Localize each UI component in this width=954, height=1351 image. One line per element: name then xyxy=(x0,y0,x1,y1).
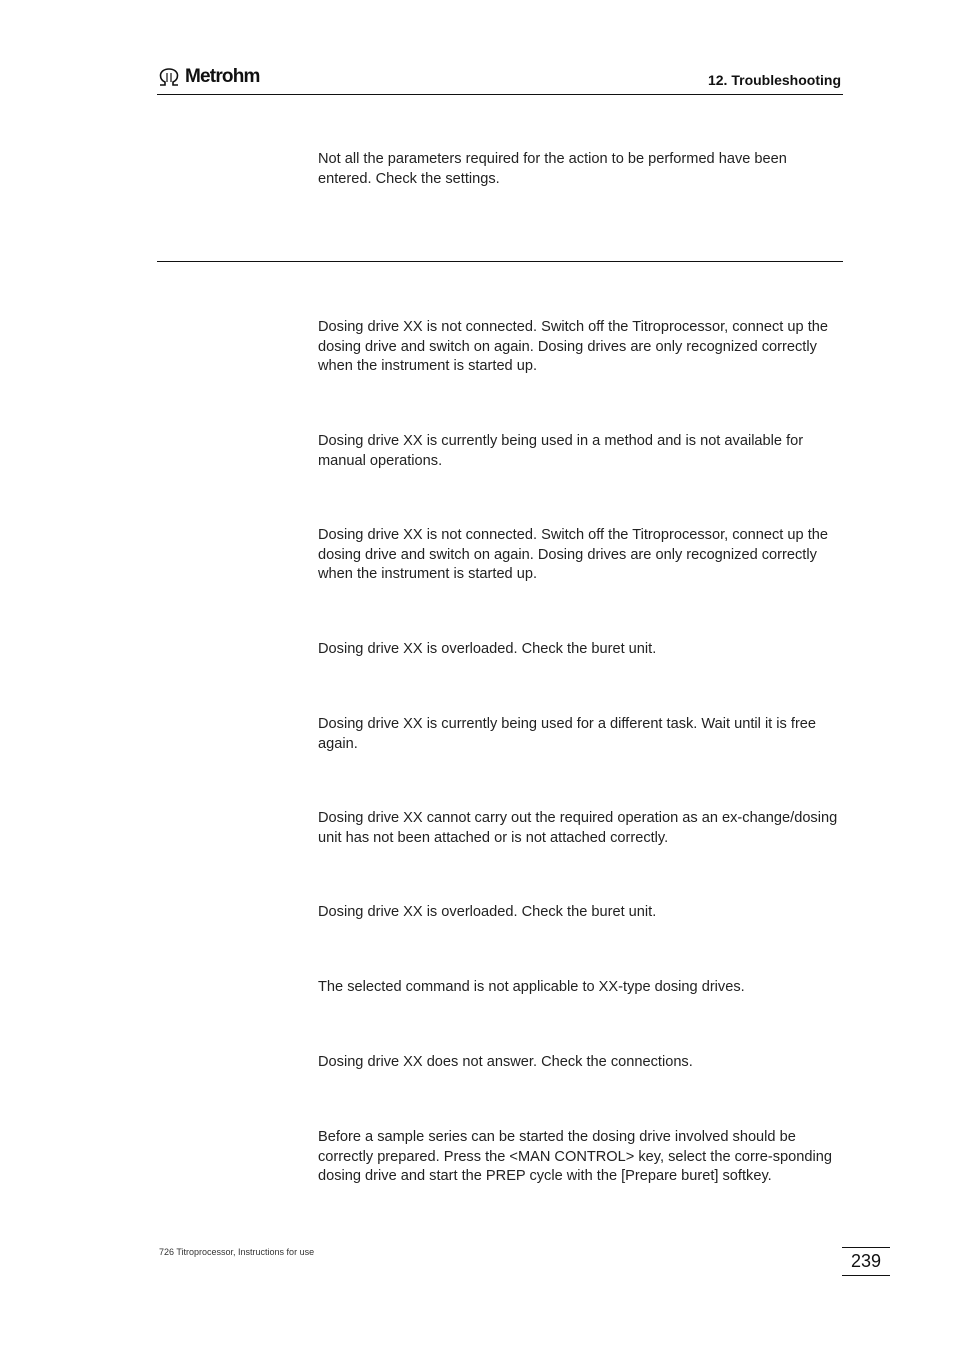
paragraph: Before a sample series can be started the dosing drive involved should be correctly prepared. Press the <MAN CONTROL> key, select the corre-sponding dosing drive and start the PREP cycle with the [Prepare buret] softkey. xyxy=(318,1129,832,1184)
section-divider xyxy=(157,261,843,262)
page-number-box xyxy=(842,1247,890,1276)
paragraph: Dosing drive XX is currently being used in a method and is not available for manual operations. xyxy=(318,433,804,469)
paragraph: Dosing drive XX cannot carry out the required operation as an ex-change/dosing unit has not been attached or is not attached correctly. xyxy=(318,810,838,846)
paragraph: Dosing drive XX is not connected. Switch off the Titroprocessor, connect up the dosing drive and switch on again. Dosing drives are only recognized correctly when the instrument is started up. xyxy=(318,527,828,582)
logo-text: Metrohm xyxy=(185,66,260,87)
page-number: 239 xyxy=(850,1251,882,1271)
page-header xyxy=(157,64,843,95)
metrohm-logo xyxy=(157,66,260,88)
paragraph: Not all the parameters required for the action to be performed have been entered. Check the settings. xyxy=(318,151,787,187)
paragraph: Dosing drive XX is overloaded. Check the buret unit. xyxy=(318,641,657,657)
paragraph: Dosing drive XX is overloaded. Check the buret unit. xyxy=(318,904,657,920)
paragraph: The selected command is not applicable to XX-type dosing drives. xyxy=(318,979,745,995)
paragraph: Dosing drive XX is currently being used for a different task. Wait until it is free again. xyxy=(318,716,817,752)
paragraph: Dosing drive XX is not connected. Switch off the Titroprocessor, connect up the dosing drive and switch on again. Dosing drives are only recognized correctly when the instrument is started up. xyxy=(318,319,828,374)
metrohm-omega-icon xyxy=(157,67,181,87)
footer-document-title: 726 Titroprocessor, Instructions for use xyxy=(159,1247,315,1257)
chapter-title: 12. Troubleshooting xyxy=(707,72,841,88)
paragraph: Dosing drive XX does not answer. Check the connections. xyxy=(318,1054,693,1070)
